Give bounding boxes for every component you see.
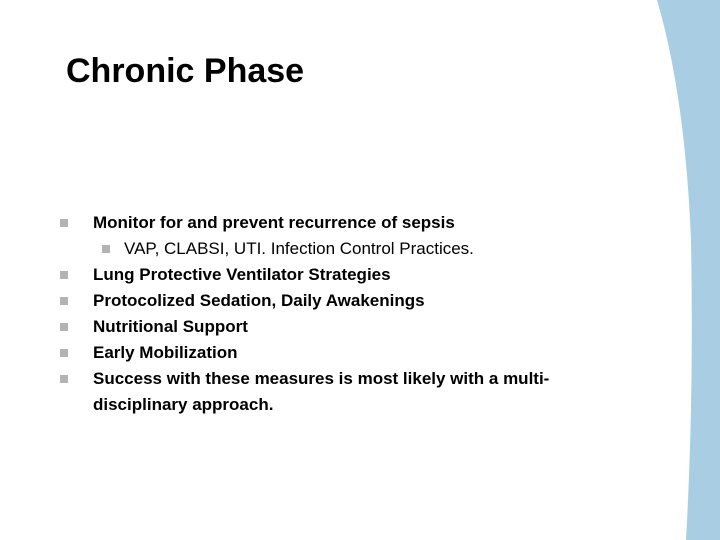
sub-bullet-item (60, 236, 600, 262)
blue-accent-band (657, 0, 720, 540)
bullet-text: Lung Protective Ventilator Strategies (93, 265, 391, 284)
bullet-text: Monitor for and prevent recurrence of sepsis (93, 213, 455, 232)
bullet-text: Early Mobilization (93, 343, 238, 362)
bullet-list (60, 210, 600, 418)
bullet-text: VAP, CLABSI, UTI. Infection Control Practices. (124, 239, 474, 258)
bullet-item (60, 210, 600, 236)
bullet-item (60, 340, 600, 366)
slide-title: Chronic Phase (66, 52, 305, 90)
square-bullet-icon (60, 271, 68, 279)
square-bullet-icon (102, 245, 110, 253)
square-bullet-icon (60, 219, 68, 227)
bullet-text: Protocolized Sedation, Daily Awakenings (93, 291, 425, 310)
bullet-item (60, 314, 600, 340)
bullet-text: Success with these measures is most likely with a multi-disciplinary approach. (93, 369, 550, 414)
bullet-item (60, 288, 600, 314)
square-bullet-icon (60, 349, 68, 357)
bullet-item (60, 366, 600, 418)
square-bullet-icon (60, 375, 68, 383)
square-bullet-icon (60, 297, 68, 305)
bullet-item (60, 262, 600, 288)
square-bullet-icon (60, 323, 68, 331)
bullet-text: Nutritional Support (93, 317, 248, 336)
